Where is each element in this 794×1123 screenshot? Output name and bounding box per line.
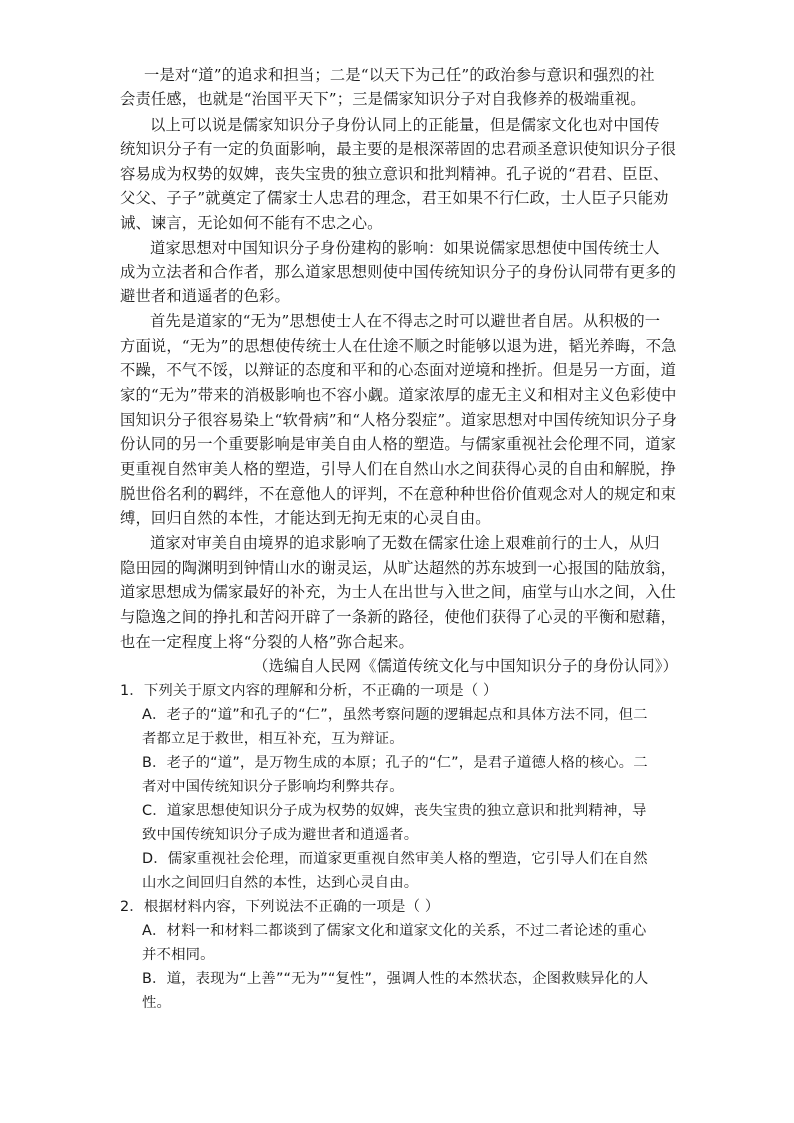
option-line: 性。 [142, 995, 172, 1011]
passage-line: 避世者和逍遥者的色彩。 [120, 287, 290, 305]
passage-line: 父父、子子”就奠定了儒家士人忠君的理念，君王如果不行仁政，士人臣子只能劝 [120, 189, 669, 207]
passage-line: 隐田园的陶渊明到钟情山水的谢灵运，从旷达超然的苏东坡到一心报国的陆放翁， [120, 559, 677, 577]
option-line: 者都立足于救世，相互补充，互为辩证。 [142, 731, 404, 747]
passage-line: 份认同的另一个重要影响是审美自由人格的塑造。与儒家重视社会伦理不同，道家 [120, 435, 677, 453]
option-b: B．道，表现为“上善”“无为”“复性”，强调人性的本然状态，企图救赎异化的人 [142, 971, 649, 987]
option-a: A．老子的“道”和孔子的“仁”，虽然考察问题的逻辑起点和具体方法不同，但二 [142, 707, 648, 723]
passage-line: 不躁，不气不馁，以辩证的态度和平和的心态面对逆境和挫折。但是另一方面，道 [120, 361, 677, 379]
passage-line: 国知识分子很容易染上“软骨病”和“人格分裂症”。道家思想对中国传统知识分子身 [120, 411, 678, 429]
passage-line: 会责任感，也就是“治国平天下”；三是儒家知识分子对自我修养的极端重视。 [120, 90, 646, 108]
passage-line: 道家思想对中国知识分子身份建构的影响：如果说儒家思想使中国传统士人 [150, 239, 660, 257]
passage-line: 一是对“道”的追求和担当；二是“以天下为己任”的政治参与意识和强烈的社 [144, 66, 655, 84]
passage-line: 缚，回归自然的本性，才能达到无拘无束的心灵自由。 [120, 509, 491, 527]
passage-line: 也在一定程度上将“分裂的人格”弥合起来。 [120, 633, 414, 651]
passage-line: 家的“无为”带来的消极影响也不容小觑。道家浓厚的虚无主义和相对主义色彩使中 [120, 386, 677, 404]
passage-line: 与隐逸之间的挣扎和苦闷开辟了一条新的路径，使他们获得了心灵的平衡和慰藉， [120, 608, 677, 626]
passage-line: 以上可以说是儒家知识分子身份认同上的正能量，但是儒家文化也对中国传 [150, 116, 660, 134]
passage-line: 更重视自然审美人格的塑造，引导人们在自然山水之间获得心灵的自由和解脱，挣 [120, 460, 677, 478]
passage-line: 诫、谏言，无论如何不能有不忠之心。 [120, 214, 383, 232]
passage-line: 容易成为权势的奴婢，丧失宝贵的独立意识和批判精神。孔子说的“君君、臣臣、 [120, 165, 669, 183]
passage-line: 首先是道家的“无为”思想使士人在不得志之时可以避世者自居。从积极的一 [150, 312, 661, 330]
passage-line: 道家思想成为儒家最好的补充，为士人在出世与入世之间，庙堂与山水之间，入仕 [120, 583, 677, 601]
option-a: A．材料一和材料二都谈到了儒家文化和道家文化的关系，不过二者论述的重心 [142, 923, 647, 939]
option-line: 山水之间回归自然的本性，达到心灵自由。 [142, 875, 419, 891]
option-line: 者对中国传统知识分子影响均利弊共存。 [142, 779, 404, 795]
option-d: D．儒家重视社会伦理，而道家更重视自然审美人格的塑造，它引导人们在自然 [142, 851, 648, 867]
option-line: 并不相同。 [142, 947, 215, 963]
question-stem: 1．下列关于原文内容的理解和分析，不正确的一项是（ ） [120, 683, 498, 699]
passage-source: （选编自人民网《儒道传统文化与中国知识分子的身份认同》） [253, 657, 678, 675]
passage-line: 脱世俗名利的羁绊，不在意他人的评判，不在意种种世俗价值观念对人的规定和束 [120, 485, 677, 503]
passage-line: 统知识分子有一定的负面影响，最主要的是根深蒂固的忠君顽圣意识使知识分子很 [120, 140, 677, 158]
question-stem: 2．根据材料内容，下列说法不正确的一项是（ ） [120, 899, 440, 915]
passage-line: 方面说，“无为”的思想使传统士人在仕途不顺之时能够以退为进，韬光养晦，不急 [120, 337, 677, 355]
passage-line: 成为立法者和合作者，那么道家思想则使中国传统知识分子的身份认同带有更多的 [120, 263, 677, 281]
option-b: B．老子的“道”，是万物生成的本原；孔子的“仁”，是君子道德人格的核心。二 [142, 755, 648, 771]
option-c: C．道家思想使知识分子成为权势的奴婢，丧失宝贵的独立意识和批判精神，导 [142, 803, 647, 819]
option-line: 致中国传统知识分子成为避世者和逍遥者。 [142, 827, 419, 843]
passage-line: 道家对审美自由境界的追求影响了无数在儒家仕途上艰难前行的士人，从归 [150, 534, 660, 552]
